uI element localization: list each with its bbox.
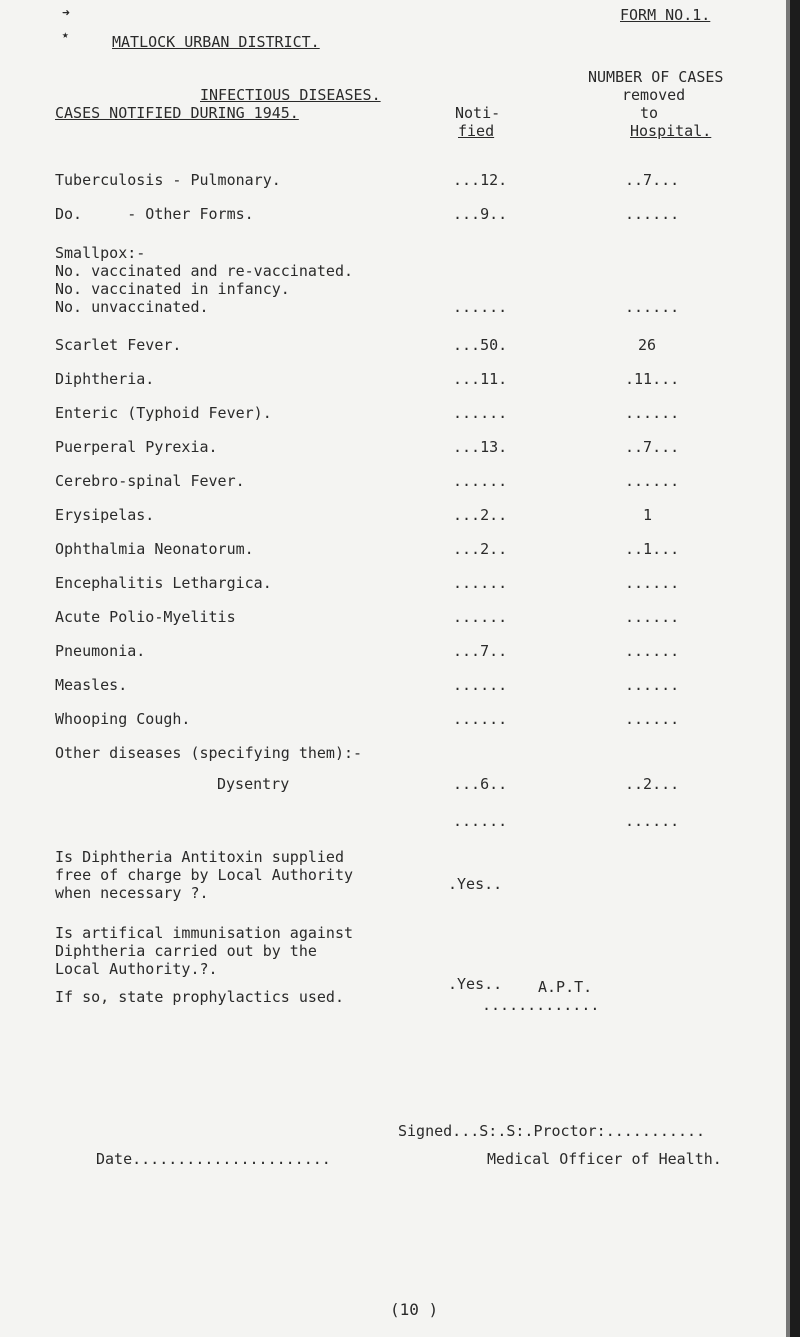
question-3: If so, state prophylactics used. (55, 988, 344, 1006)
disease-label: Ophthalmia Neonatorum. (55, 540, 254, 558)
notified-value: ...50. (453, 336, 508, 354)
hospital-value: ...... (625, 205, 680, 223)
table-row (55, 710, 755, 730)
notified-column-heading-1: Noti- (455, 104, 501, 122)
disease-label: Puerperal Pyrexia. (55, 438, 218, 456)
hospital-value: ...... (625, 676, 680, 694)
smallpox-line-1: No. vaccinated and re-vaccinated. (55, 262, 354, 280)
page-edge (790, 0, 800, 1337)
notified-value: ...... (453, 404, 508, 422)
officer-title: Medical Officer of Health. (487, 1150, 722, 1168)
infectious-diseases-title: INFECTIOUS DISEASES. (200, 86, 381, 104)
notified-value: ...... (453, 608, 508, 626)
hospital-value: ..7... (625, 438, 680, 456)
notified-value: ...... (453, 574, 508, 592)
table-row (55, 574, 755, 594)
table-row (55, 812, 755, 832)
smallpox-line-3: No. unvaccinated. (55, 298, 209, 316)
question-1-line-2: free of charge by Local Authority (55, 866, 354, 884)
table-row (55, 336, 755, 356)
disease-label: Scarlet Fever. (55, 336, 182, 354)
table-row (55, 171, 755, 191)
hospital-value: ...... (625, 608, 680, 626)
table-row (55, 205, 755, 225)
other-diseases-title: Other diseases (specifying them):- (55, 744, 363, 762)
hospital-value: 26 (638, 336, 657, 354)
form-number: FORM NO.1. (620, 6, 711, 24)
notified-value: ...13. (453, 438, 508, 456)
table-row (55, 540, 755, 560)
disease-label: Dysentry (217, 775, 290, 793)
hospital-blank: ...... (625, 812, 680, 830)
notified-value: ...... (453, 710, 508, 728)
disease-label: Diphtheria. (55, 370, 155, 388)
notified-value: ...6.. (453, 775, 508, 793)
question-1-line-3: when necessary ?. (55, 884, 209, 902)
hospital-value: ...... (625, 472, 680, 490)
district-title: MATLOCK URBAN DISTRICT. (112, 33, 320, 51)
date-line: Date...................... (96, 1150, 331, 1168)
hospital-value: ...... (625, 298, 680, 316)
notified-value: ...7.. (453, 642, 508, 660)
page-number: (10 ) (390, 1300, 439, 1319)
hospital-value: ...... (625, 574, 680, 592)
hospital-value: .11... (625, 370, 680, 388)
notified-value: ...2.. (453, 506, 508, 524)
table-row (55, 438, 755, 458)
disease-label: Pneumonia. (55, 642, 146, 660)
notified-blank: ...... (453, 812, 508, 830)
table-row (55, 642, 755, 662)
notified-value: ...12. (453, 171, 508, 189)
disease-label: Measles. (55, 676, 128, 694)
question-1-answer: .Yes.. (448, 875, 503, 893)
notified-value: ...2.. (453, 540, 508, 558)
disease-label: Encephalitis Lethargica. (55, 574, 272, 592)
table-row (55, 775, 755, 795)
cases-notified-heading: CASES NOTIFIED DURING 1945. (55, 104, 299, 122)
disease-label: Acute Polio-Myelitis (55, 608, 236, 626)
hospital-value: ...... (625, 710, 680, 728)
disease-label: Cerebro-spinal Fever. (55, 472, 245, 490)
hospital-value: ...... (625, 642, 680, 660)
question-2-line-2: Diphtheria carried out by the (55, 942, 317, 960)
notified-column-heading-2: fied (458, 122, 495, 140)
hospital-value: ..7... (625, 171, 680, 189)
star-mark-icon: ★ (62, 28, 69, 41)
smallpox-line-2: No. vaccinated in infancy. (55, 280, 290, 298)
question-2-line-3: Local Authority.?. (55, 960, 218, 978)
notified-value: ...... (453, 472, 508, 490)
question-3-answer: A.P.T. (538, 978, 593, 996)
disease-label: Whooping Cough. (55, 710, 191, 728)
hospital-value: 1 (643, 506, 653, 524)
table-row (55, 370, 755, 390)
notified-value: ...11. (453, 370, 508, 388)
question-2-answer: .Yes.. (448, 975, 503, 993)
disease-label: Enteric (Typhoid Fever). (55, 404, 272, 422)
table-row (55, 472, 755, 492)
arrow-mark-icon: ➜ (62, 6, 70, 21)
hospital-column-heading-1: NUMBER OF CASES (588, 68, 724, 86)
disease-label: Erysipelas. (55, 506, 155, 524)
hospital-column-heading-2: removed (622, 86, 686, 104)
hospital-value: ..2... (625, 775, 680, 793)
hospital-column-heading-3: to (640, 104, 659, 122)
notified-value: ...9.. (453, 205, 508, 223)
question-2-line-1: Is artifical immunisation against (55, 924, 354, 942)
table-row (55, 608, 755, 628)
signature-line: Signed...S:.S:.Proctor:........... (398, 1122, 706, 1140)
hospital-column-heading-4: Hospital. (630, 122, 712, 140)
table-row (55, 404, 755, 424)
hospital-value: ..1... (625, 540, 680, 558)
table-row (55, 298, 755, 318)
smallpox-title: Smallpox:- (55, 244, 146, 262)
question-3-dots: ............. (482, 996, 600, 1014)
question-1-line-1: Is Diphtheria Antitoxin supplied (55, 848, 344, 866)
notified-value: ...... (453, 298, 508, 316)
table-row (55, 676, 755, 696)
table-row (55, 506, 755, 526)
hospital-value: ...... (625, 404, 680, 422)
notified-value: ...... (453, 676, 508, 694)
disease-label: Do. - Other Forms. (55, 205, 254, 223)
disease-label: Tuberculosis - Pulmonary. (55, 171, 281, 189)
